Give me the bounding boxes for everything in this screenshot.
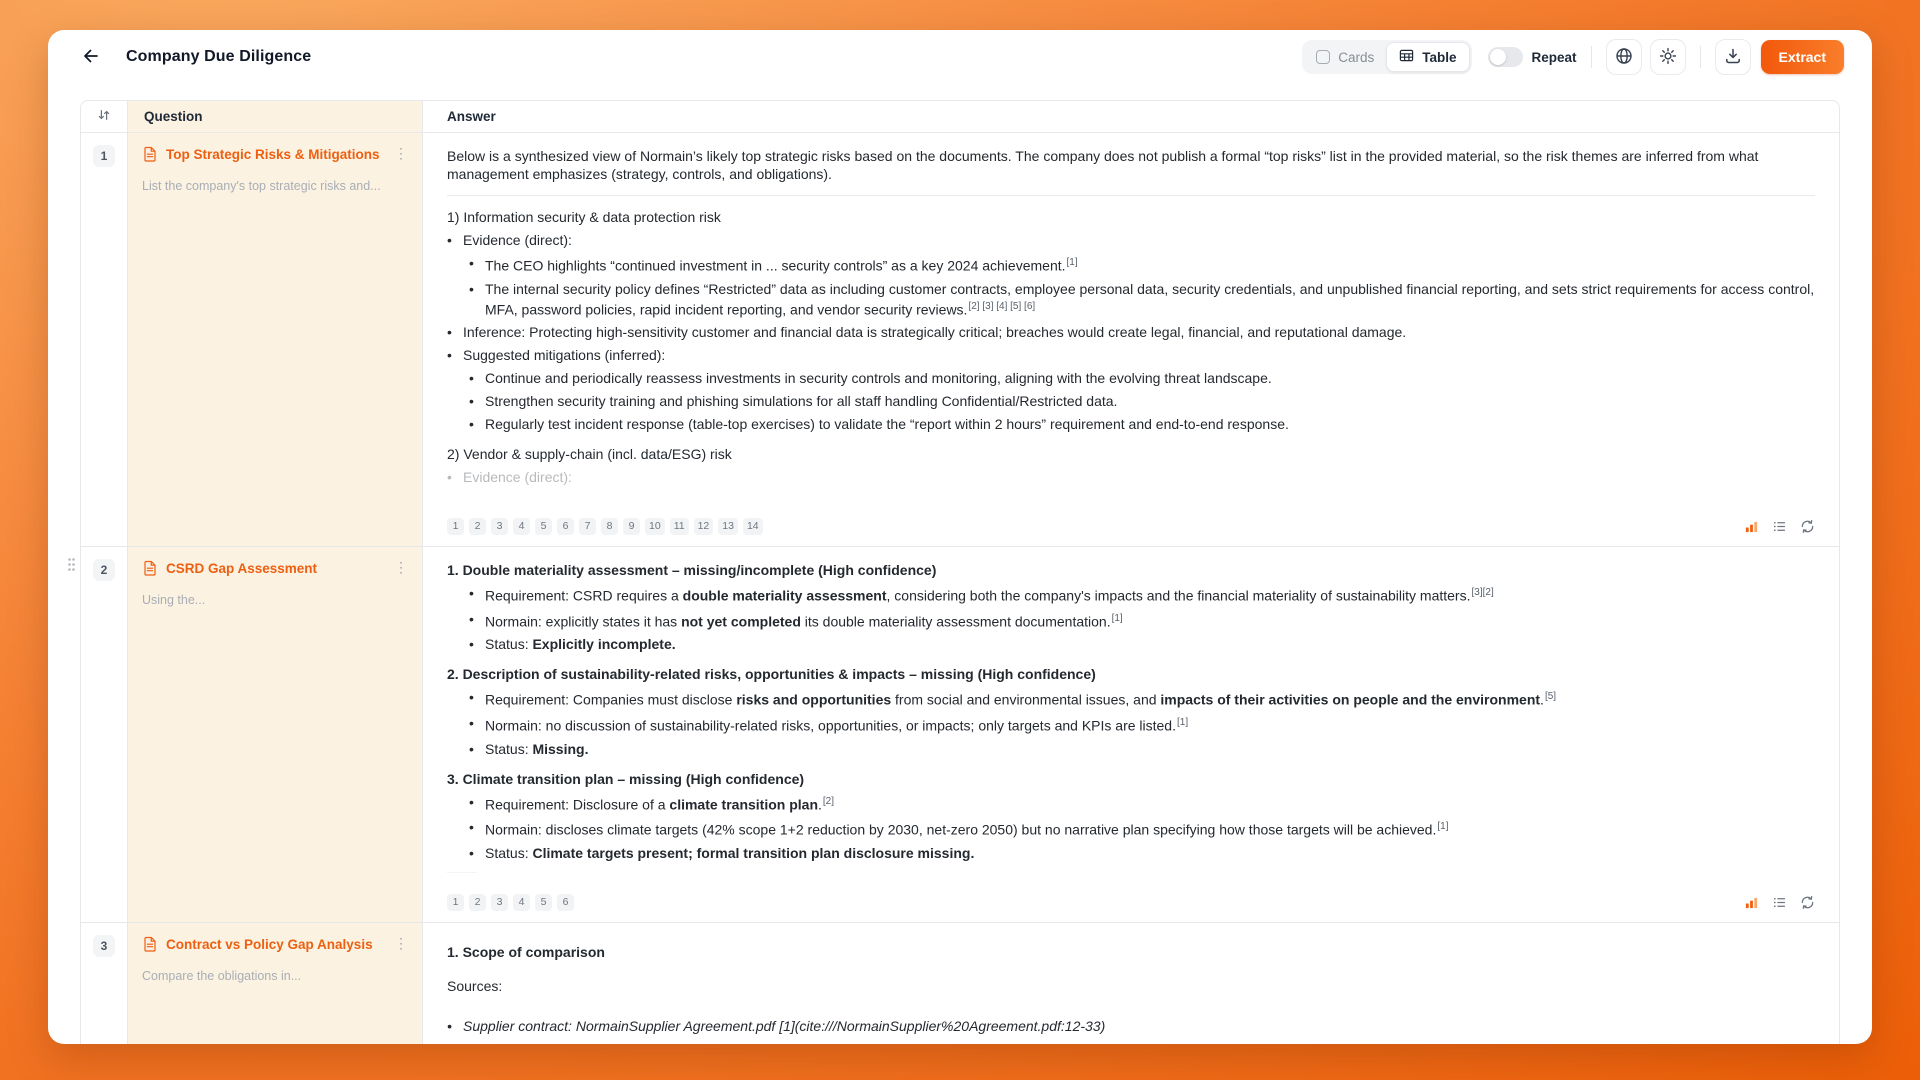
question-subtitle: Compare the obligations in... — [142, 969, 302, 983]
bullet-marker: • — [469, 844, 474, 861]
page-chips — [447, 518, 763, 535]
download-icon — [1724, 47, 1742, 68]
bullet-marker: • — [469, 610, 474, 627]
page-title: Company Due Diligence — [126, 48, 312, 65]
bar-chart-icon[interactable] — [1744, 895, 1759, 910]
settings-button[interactable] — [1650, 39, 1686, 75]
question-cell[interactable] — [128, 923, 423, 1044]
bullet-marker: • — [447, 324, 452, 341]
document-icon — [142, 936, 158, 957]
answer-block: • Inference: Protecting high-sensitivity customer and financial data is strategically critical; breaches would create legal, financial, and reputational damage. — [447, 324, 1407, 341]
citation-ref[interactable]: [5] — [1544, 691, 1557, 703]
question-cell[interactable] — [128, 547, 423, 922]
answer-divider — [447, 195, 1815, 196]
results-table — [80, 100, 1840, 1044]
row-number-badge[interactable]: 2 — [93, 559, 115, 581]
table-row — [81, 547, 1839, 923]
bullet-marker: • — [469, 255, 474, 271]
answer-block: • Status: Missing. — [469, 740, 589, 757]
answer-block: • Strengthen security training and phishing simulations for all staff handling Confidential/Restricted data. — [469, 393, 1118, 410]
answer-block: • Evidence (direct): — [447, 232, 572, 248]
bullet-marker: • — [469, 585, 474, 601]
answer-content — [447, 559, 1815, 882]
drag-handle-icon[interactable] — [67, 557, 76, 575]
page-chip[interactable]: 2 — [469, 894, 486, 911]
answer-cell — [423, 923, 1839, 1044]
list-icon[interactable] — [1772, 895, 1787, 910]
table-grid-icon — [1399, 48, 1414, 66]
row-number-cell — [81, 923, 128, 1044]
divider — [1700, 46, 1701, 68]
answer-block: 1) Information security & data protection risk — [447, 209, 721, 225]
table-row — [81, 133, 1839, 547]
answer-block: • Status: Explicitly incomplete. — [469, 636, 676, 653]
answer-cell — [423, 133, 1839, 546]
page-chip[interactable]: 6 — [557, 894, 574, 911]
bullet-marker: • — [447, 232, 452, 248]
page-chip[interactable]: 2 — [469, 518, 486, 535]
bullet-marker: • — [469, 416, 474, 433]
download-button[interactable] — [1715, 39, 1751, 75]
answer-block: • The CEO highlights “continued investment in ... security controls” as a key 2024 achievement.[1] — [469, 255, 1078, 274]
answer-block: 3. Climate transition plan – missing (High confidence) — [447, 770, 805, 787]
citation-ref[interactable]: [1] — [1066, 257, 1078, 268]
citation-ref[interactable]: [3][2] — [1471, 587, 1494, 598]
page-chip[interactable]: 4 — [513, 894, 530, 911]
view-cards-button[interactable] — [1304, 45, 1386, 70]
page-chip[interactable]: 8 — [601, 518, 618, 535]
answer-block: 2. Description of sustainability-related risks, opportunities & impacts – missing (High confidence) — [447, 666, 1096, 683]
document-icon — [142, 560, 158, 581]
row-number-badge[interactable]: 3 — [93, 935, 115, 957]
question-cell[interactable] — [128, 133, 423, 546]
answer-block: Sources: — [447, 978, 503, 994]
answer-cell — [423, 547, 1839, 922]
table-label: Table — [1422, 49, 1457, 65]
kebab-menu-icon[interactable]: ⋮ — [394, 935, 408, 951]
answer-column-header[interactable]: Answer — [423, 101, 1839, 132]
refresh-icon[interactable] — [1800, 895, 1815, 910]
citation-ref[interactable]: [1] — [1111, 612, 1123, 624]
answer-block: • Suggested mitigations (inferred): — [447, 347, 666, 364]
row-number-badge[interactable]: 1 — [93, 145, 115, 167]
bullet-marker: • — [469, 714, 474, 731]
page-chips — [447, 894, 574, 911]
answer-block: Below is a synthesized view of Normain’s likely top strategic risks based on the documents. The company does not publish a formal “top risks” list in the provided material, so the risk themes are inferred from what management emphasizes (strategy, controls, and obligations). — [447, 148, 1759, 182]
view-toggle — [1302, 40, 1471, 74]
question-subtitle: List the company's top strategic risks and... — [142, 179, 381, 193]
answer-block: • Status: Climate targets present; formal transition plan disclosure missing. — [469, 844, 975, 861]
repeat-label: Repeat — [1531, 49, 1577, 65]
gear-icon — [1659, 47, 1677, 68]
page-chip[interactable]: 1 — [447, 518, 464, 535]
question-title[interactable]: Top Strategic Risks & Mitigations — [166, 147, 380, 162]
globe-button[interactable] — [1606, 39, 1642, 75]
bullet-marker: • — [469, 370, 474, 387]
answer-footer — [447, 516, 1815, 536]
question-title[interactable]: CSRD Gap Assessment — [166, 561, 318, 576]
bullet-marker: • — [469, 636, 474, 653]
page-chip[interactable]: 3 — [491, 518, 508, 535]
kebab-menu-icon[interactable]: ⋮ — [394, 145, 408, 161]
answer-block: • Regularly test incident response (table-top exercises) to validate the “report within 2 hours” requirement and end-to-end response. — [469, 416, 1289, 433]
answer-block: • Supplier contract: NormainSupplier Agreement.pdf [1](cite:///NormainSupplier%20Agreement.pdf:12-33) — [447, 1018, 1106, 1034]
bullet-marker: • — [469, 393, 474, 410]
answer-content — [447, 943, 1815, 1044]
page-chip[interactable]: 10 — [645, 518, 665, 535]
header-bar — [48, 30, 1872, 84]
answer-divider — [447, 872, 477, 873]
page-chip[interactable]: 11 — [670, 518, 689, 535]
answer-block: 2) Vendor & supply-chain (incl. data/ESG) risk — [447, 446, 732, 463]
answer-block: • Evidence (direct): — [447, 469, 572, 486]
page-chip[interactable]: 5 — [535, 894, 552, 911]
question-title[interactable]: Contract vs Policy Gap Analysis — [166, 937, 373, 952]
bullet-marker: • — [447, 347, 452, 364]
arrow-left-icon — [81, 46, 101, 69]
answer-block: • Continue and periodically reassess investments in security controls and monitoring, aligning with the evolving threat landscape. — [469, 370, 1272, 387]
view-table-button[interactable] — [1386, 42, 1469, 72]
globe-icon — [1615, 47, 1633, 68]
page-chip[interactable]: 7 — [579, 518, 596, 535]
answer-block: • The internal security policy defines “Restricted” data as including customer contracts, employee personal data, security credentials, and unpublished financial reporting, and sets strict requirements for access control, MFA, password policies, rapid incident reporting, and vendor security reviews.[2] [3] [4] [5] [6] — [469, 280, 1815, 318]
question-column-header[interactable]: Question — [128, 101, 423, 132]
back-button[interactable] — [76, 42, 106, 72]
kebab-menu-icon[interactable]: ⋮ — [394, 559, 408, 575]
citation-ref[interactable]: [1] — [1176, 716, 1189, 728]
answer-block: 1. Double materiality assessment – missing/incomplete (High confidence) — [447, 562, 937, 578]
answer-block: 1. Scope of comparison — [447, 944, 605, 960]
bullet-marker: • — [469, 819, 474, 836]
table-row — [81, 923, 1839, 1044]
citation-ref[interactable]: [2] [3] [4] [5] [6] — [968, 300, 1036, 312]
cards-label: Cards — [1338, 49, 1375, 65]
page-chip[interactable]: 3 — [491, 894, 508, 911]
checkbox-icon — [1316, 50, 1330, 64]
answer-footer — [447, 892, 1815, 912]
refresh-icon[interactable] — [1800, 519, 1815, 534]
page-chip[interactable]: 1 — [447, 894, 464, 911]
answer-block: • Requirement: Disclosure of a climate transition plan.[2] — [469, 793, 835, 813]
row-number-cell — [81, 547, 128, 922]
repeat-toggle[interactable] — [1488, 47, 1523, 67]
bar-chart-icon[interactable] — [1744, 519, 1759, 534]
row-number-cell — [81, 133, 128, 546]
citation-ref[interactable]: [2] — [822, 795, 835, 807]
main-card — [48, 30, 1872, 1044]
answer-block: • Requirement: CSRD requires a double materiality assessment, considering both the company's impacts and the financial materiality of sustainability matters.[3][2] — [469, 585, 1494, 604]
answer-block: • Normain: explicitly states it has not yet completed its double materiality assessment documentation.[1] — [469, 610, 1123, 630]
bullet-marker: • — [469, 280, 474, 297]
answer-block: • Requirement: Companies must disclose risks and opportunities from social and environmental issues, and impacts of their activities on people and the environment.[5] — [469, 689, 1557, 708]
document-icon — [142, 146, 158, 167]
page-chip[interactable]: 9 — [623, 518, 640, 535]
reorder-column-header — [81, 101, 128, 132]
extract-button[interactable]: Extract — [1761, 40, 1844, 74]
page-chip[interactable]: 4 — [513, 518, 530, 535]
bullet-marker: • — [469, 740, 474, 757]
swap-vertical-icon[interactable] — [97, 108, 111, 125]
repeat-toggle-group — [1488, 47, 1577, 67]
table-header-row — [81, 101, 1839, 133]
divider — [1591, 46, 1592, 68]
answer-block: • Normain: no discussion of sustainability-related risks, opportunities, or impacts; only targets and KPIs are listed.[1] — [469, 714, 1189, 734]
answer-content — [447, 145, 1815, 506]
bullet-marker: • — [469, 793, 474, 810]
list-icon[interactable] — [1772, 519, 1787, 534]
question-subtitle: Using the... — [142, 593, 206, 607]
bullet-marker: • — [447, 1018, 452, 1034]
bullet-marker: • — [469, 689, 474, 706]
page-chip[interactable]: 6 — [557, 518, 574, 535]
citation-ref[interactable]: [1] — [1437, 821, 1449, 833]
page-chip[interactable]: 14 — [743, 518, 763, 535]
page-chip[interactable]: 12 — [694, 518, 714, 535]
page-chip[interactable]: 5 — [535, 518, 552, 535]
answer-block: • Normain: discloses climate targets (42% scope 1+2 reduction by 2030, net-zero 2050) but no narrative plan specifying how those targets will be achieved.[1] — [469, 819, 1449, 838]
page-chip[interactable]: 13 — [718, 518, 738, 535]
bullet-marker: • — [447, 469, 452, 486]
